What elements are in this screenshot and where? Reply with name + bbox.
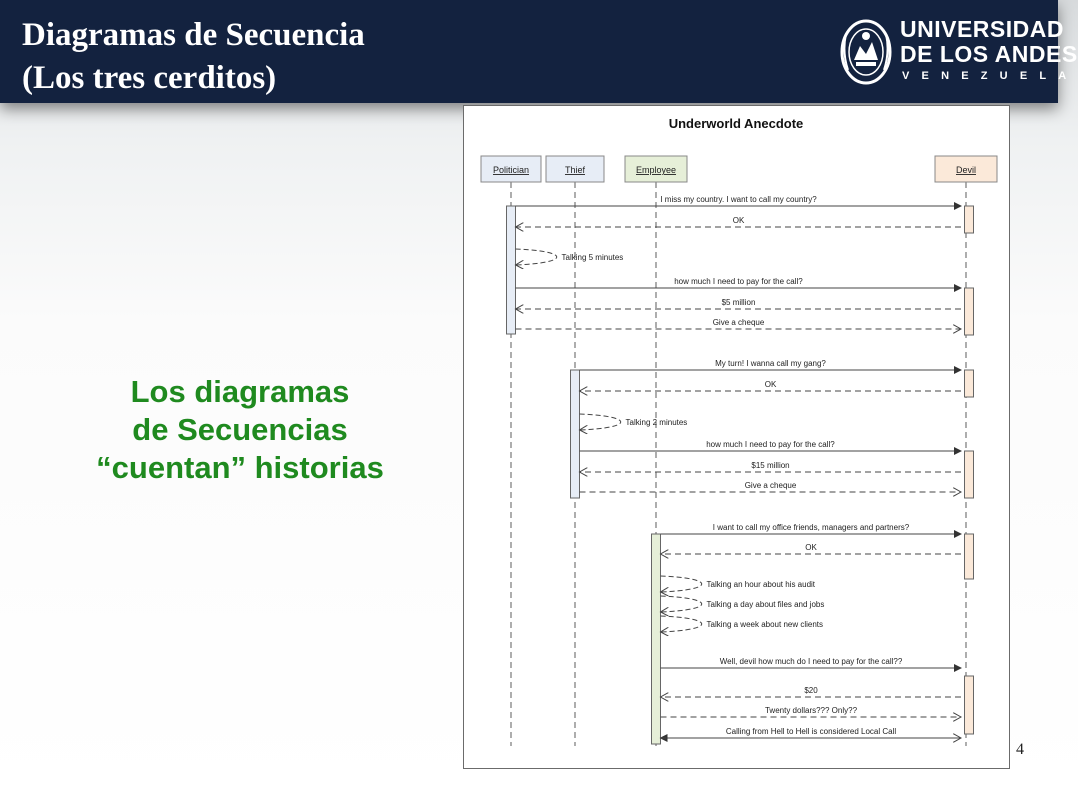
slide-title-line-1: Diagramas de Secuencia (22, 17, 365, 53)
activation-bar (965, 676, 974, 734)
message-label: My turn! I wanna call my gang? (715, 359, 826, 368)
logo-text-line-2: DE LOS ANDES (900, 41, 1078, 67)
message-label: Talking a day about files and jobs (706, 600, 825, 609)
diagram-title: Underworld Anecdote (668, 116, 804, 131)
message-label: Twenty dollars??? Only?? (764, 706, 858, 715)
self-message-arrow (661, 596, 702, 612)
message-label: $5 million (721, 298, 756, 307)
message-label: Talking 5 minutes (561, 253, 624, 262)
message-label: Talking 2 minutes (625, 418, 688, 427)
message-label: Talking an hour about his audit (706, 580, 816, 589)
self-message-arrow (580, 414, 621, 430)
message-label: Well, devil how much do I need to pay for the call?? (719, 657, 903, 666)
caption-line-1: Los diagramas (130, 374, 350, 409)
message-label: OK (732, 216, 745, 225)
activation-bar (965, 534, 974, 579)
activation-bar (965, 451, 974, 498)
activation-bar (507, 206, 516, 334)
caption (40, 373, 440, 487)
message-label: Calling from Hell to Hell is considered Local Call (725, 727, 897, 736)
university-logo (838, 14, 1078, 92)
activation-bar (965, 370, 974, 397)
activation-bar (965, 288, 974, 335)
self-message-arrow (516, 249, 557, 265)
message-label: how much I need to pay for the call? (674, 277, 803, 286)
message-label: I miss my country. I want to call my country? (660, 195, 817, 204)
caption-line-2: de Secuencias (132, 412, 348, 447)
participant-label-employee: Employee (635, 165, 677, 175)
logo-text-line-3: VENEZUELA (902, 70, 1078, 82)
message-label: $20 (804, 686, 818, 695)
activation-bar (571, 370, 580, 498)
activation-bar (965, 206, 974, 233)
self-message-arrow (661, 616, 702, 632)
message-label: OK (764, 380, 777, 389)
message-label: $15 million (751, 461, 790, 470)
sequence-diagram (463, 105, 1010, 769)
slide-title (22, 14, 365, 100)
message-label: OK (805, 543, 817, 552)
slide-title-line-2: (Los tres cerditos) (22, 60, 277, 96)
message-label: Give a cheque (712, 318, 765, 327)
self-message-arrow (661, 576, 702, 592)
title-bar (0, 0, 1078, 103)
participant-label-politician: Politician (492, 165, 530, 175)
message-label: Give a cheque (744, 481, 797, 490)
university-seal-icon (838, 16, 894, 88)
message-label: Talking a week about new clients (706, 620, 824, 629)
caption-line-3: “cuentan” historias (96, 450, 384, 485)
activation-bar (652, 534, 661, 744)
message-label: how much I need to pay for the call? (706, 440, 835, 449)
sequence-diagram-canvas (464, 106, 1009, 768)
message-label: I want to call my office friends, managers and partners? (712, 523, 910, 532)
logo-text-line-1: UNIVERSIDAD (900, 16, 1064, 42)
participant-label-devil: Devil (955, 165, 977, 175)
participant-label-thief: Thief (564, 165, 586, 175)
page-number: 4 (1016, 741, 1024, 758)
